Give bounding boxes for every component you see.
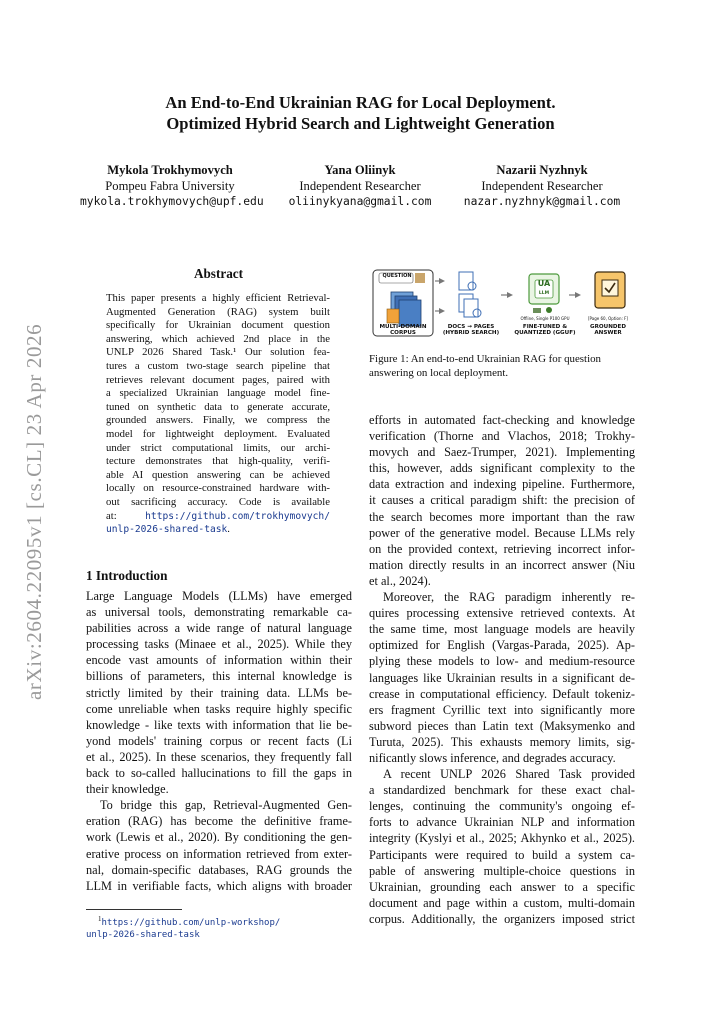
- abstract-line: a specialized Ukrainian language model fine-: [106, 387, 330, 400]
- abstract-line: out sacrificing accuracy. Code is available: [106, 495, 330, 508]
- author-1: [80, 162, 264, 210]
- body-line: the same time, most language models are heavily: [369, 622, 635, 637]
- gpu-icon: [533, 308, 541, 313]
- page-icon: [459, 272, 473, 290]
- author-2: [280, 162, 440, 210]
- figure-caption: Figure 1: An end-to-end Ukrainian RAG for question answering on local deployment.: [369, 353, 601, 379]
- body-line: knowledge - like texts with information that lie be-: [86, 717, 352, 732]
- body-line: languages like Ukrainian results in a significant de-: [369, 670, 635, 685]
- body-line: optimized for English (Vargas-Parada, 2025). Ap-: [369, 638, 635, 653]
- llm-label-line: FINE-TUNED &: [522, 324, 568, 330]
- body-line: Turuta, 2025). This exhausts memory limits, sig-: [369, 734, 635, 749]
- body-line: Moreover, the RAG paradigm inherently re-: [383, 590, 635, 605]
- author-affiliation: Pompeu Fabra University: [105, 179, 235, 193]
- section-heading: 1 Introduction: [86, 568, 168, 583]
- abstract-heading: Abstract: [193, 266, 244, 281]
- abstract-line: UNLP 2026 Shared Task.¹ Our solution fea-: [106, 346, 330, 359]
- title-line-1: An End-to-End Ukrainian RAG for Local Deployment.: [165, 93, 556, 112]
- abstract-line: tures a custom two-stage search pipeline that: [106, 359, 330, 372]
- body-line: come unreliable when tasks require highly specific: [86, 701, 352, 716]
- body-line: back to so-called hallucinations to fill the gaps in: [86, 766, 352, 781]
- body-line: crease in computational efficiency. Default tokeniz-: [369, 686, 635, 701]
- abstract-line: retrieves relevant document pages, paired with: [106, 373, 330, 386]
- author-email[interactable]: oliinykyana@gmail.com: [288, 195, 432, 208]
- body-line: To bridge this gap, Retrieval-Augmented Gen-: [100, 798, 352, 813]
- body-line: nal, domain-specific databases, RAG grounds the: [86, 862, 352, 877]
- body-line: power of the generative model. Because LLMs rely: [369, 525, 635, 540]
- body-line: as universal tools, demonstrating remarkable ca-: [86, 605, 352, 620]
- llm-badge: UA: [537, 279, 551, 288]
- abstract-line: answering, which achieved 2nd place in the: [106, 332, 330, 345]
- abstract-body: [106, 292, 330, 537]
- body-line: document and page within a custom, multi-domain: [369, 895, 635, 910]
- footnote-line-1: [86, 914, 280, 929]
- llm-label-line: QUANTIZED (GGUF): [514, 330, 576, 337]
- author-email[interactable]: nazar.nyzhnyk@gmail.com: [463, 195, 621, 208]
- corpus-label-line: CORPUS: [390, 330, 416, 337]
- author-name: Nazarii Nyzhnyk: [496, 163, 588, 177]
- abstract-line: able AI question answering can be achieved: [106, 468, 330, 481]
- question-label: QUESTION: [382, 273, 412, 279]
- body-line: mation directly results in an incorrect answer (Niu: [369, 557, 635, 572]
- checkbox-icon: [602, 280, 618, 296]
- body-line: A recent UNLP 2026 Shared Task provided: [383, 767, 635, 782]
- page-icon: [464, 299, 478, 317]
- body-line: erative process on information retrieved from exter-: [86, 846, 352, 861]
- body-line: strictly limited by their training data. LLMs be-: [86, 685, 352, 700]
- body-line: yond models' training corpus or recent facts (Li: [86, 733, 352, 748]
- body-line: Ukrainian, grounding each answer to a specific: [369, 879, 635, 894]
- body-line: pable of answering multiple-choice questions in: [369, 863, 635, 878]
- body-line: Participants were required to build a system ca-: [369, 847, 635, 862]
- body-line: the search becomes more important than the raw: [369, 509, 635, 524]
- body-line: plying these models to low- and medium-resource: [369, 654, 635, 669]
- folder-icon: [387, 309, 399, 323]
- body-line: Large Language Models (LLMs) have emerged: [86, 589, 352, 603]
- abstract-line: model for lightweight deployment. Evaluated: [106, 427, 330, 440]
- body-line: data extraction and indexing pipeline. Furthermore,: [369, 477, 635, 492]
- footnote: [86, 914, 280, 941]
- question-icon: [415, 273, 425, 283]
- arrow-icon: [575, 292, 581, 298]
- arxiv-identifier: arXiv:2604.22095v1 [cs.CL] 23 Apr 2026: [22, 323, 46, 700]
- corpus-label: [373, 324, 433, 337]
- footnote-link[interactable]: https://github.com/unlp-workshop/: [101, 918, 281, 929]
- abstract-code-line-2: unlp-2026-shared-task.: [106, 523, 230, 536]
- author-affiliation: Independent Researcher: [299, 179, 421, 193]
- author-name: Yana Oliinyk: [324, 163, 396, 177]
- llm-sub: LLM: [538, 291, 550, 296]
- gear-icon: [546, 307, 552, 313]
- docs-label: [441, 324, 501, 337]
- answer-label: [581, 324, 635, 337]
- footnote-link-cont[interactable]: unlp-2026-shared-task: [86, 930, 200, 941]
- body-line: it causes a critical paradigm shift: the precision of: [369, 493, 635, 508]
- gpu-note: Offline, Single P100 GPU: [520, 316, 570, 321]
- code-link-cont[interactable]: unlp-2026-shared-task: [106, 524, 228, 536]
- body-line: et al., 2024).: [369, 573, 431, 588]
- body-line: LLM in verifiable facts, which aligns with broader: [86, 878, 352, 893]
- footnote-mark: 1: [98, 915, 102, 923]
- body-line: pabilities across a wide range of natural language: [86, 621, 352, 636]
- figure-1: [369, 264, 635, 344]
- body-line: efforts in automated fact-checking and knowledge: [369, 413, 635, 427]
- docs-label-line: DOCS → PAGES: [447, 324, 495, 330]
- body-line: quires processing extensive retrieved contexts. At: [369, 606, 635, 621]
- body-line: lenges, continuing the community's ongoing ef-: [369, 799, 635, 814]
- intro-column-1: [86, 588, 352, 894]
- llm-label: [509, 324, 581, 337]
- answer-label-line: GROUNDED: [590, 324, 626, 330]
- body-line: work (Lewis et al., 2020). By conditioning the gen-: [86, 830, 352, 845]
- answer-note: [Page 60, Option: F]: [588, 316, 628, 321]
- author-3: [452, 162, 632, 210]
- answer-label-line: ANSWER: [594, 330, 622, 337]
- corpus-label-line: MULTI-DOMAIN: [379, 324, 427, 330]
- body-line: nificantly slows inference, and degrades accuracy.: [369, 750, 616, 765]
- author-email[interactable]: mykola.trokhymovych@upf.edu: [80, 195, 264, 208]
- author-name: Mykola Trokhymovych: [107, 163, 233, 177]
- body-line: forts to advance Ukrainian NLP and information: [369, 815, 635, 830]
- body-line: processing tasks (Minaee et al., 2025). While they: [86, 637, 352, 652]
- abstract-line: Augmented Generation (RAG) system built: [106, 305, 330, 318]
- body-line: verification (Thorne and Vlachos, 2018; Trokhy-: [369, 429, 635, 444]
- title-line-2: Optimized Hybrid Search and Lightweight Generation: [166, 114, 555, 133]
- arrow-icon: [507, 292, 513, 298]
- footnote-rule: [86, 909, 182, 910]
- arrow-icon: [439, 278, 445, 284]
- footnote-line-2: [86, 929, 280, 941]
- code-link[interactable]: https://github.com/trokhymovych/: [145, 510, 330, 522]
- doc-icon: [399, 300, 421, 326]
- body-line: this, however, adds significant complexity to the: [369, 461, 635, 476]
- body-line: on the provided context, retrieving incorrect infor-: [369, 541, 635, 556]
- body-line: corpus. Additionally, the organizers imposed strict: [369, 911, 635, 926]
- body-line: eration (RAG) has become the definitive frame-: [86, 814, 352, 829]
- body-line: et al., 2025). In these scenarios, they frequently fall: [86, 749, 352, 764]
- body-line: their knowledge.: [86, 782, 169, 797]
- body-line: movych and Saez-Trumper, 2021). Implementing: [369, 445, 635, 460]
- abstract-line: locally on resource-constrained hardware with-: [106, 482, 330, 495]
- abstract-line: specifically for Ukrainian document question: [106, 319, 330, 332]
- intro-column-2: [369, 412, 635, 927]
- docs-label-line: (HYBRID SEARCH): [442, 330, 500, 337]
- abstract-code-prefix: at:: [106, 509, 117, 522]
- body-line: ers fragment Cyrillic text into significantly more: [369, 702, 635, 717]
- author-affiliation: Independent Researcher: [481, 179, 603, 193]
- abstract-line: under strict computational limits, our archi-: [106, 441, 330, 454]
- body-line: integrity (Kyslyi et al., 2025; Akhynko et al., 2025).: [369, 831, 635, 846]
- paper-title: [90, 92, 631, 134]
- body-line: subword pieces than Latin text (Maksymenko and: [369, 718, 635, 733]
- body-line: billions of parameters, this internal knowledge is: [86, 669, 352, 684]
- body-line: encode vast amounts of information within their: [86, 653, 352, 668]
- abstract-line: This paper presents a highly efficient Retrieval-: [106, 292, 330, 304]
- abstract-line: grounded answers. Finally, we compress the: [106, 414, 330, 427]
- abstract-line: tecture demonstrates that high-quality, verifi-: [106, 455, 330, 468]
- abstract-code-line: [106, 510, 330, 524]
- body-line: a standardized benchmark for these exact chal-: [369, 783, 635, 798]
- arrow-icon: [439, 308, 445, 314]
- abstract-line: tuned on synthetic data to generate accurate,: [106, 400, 330, 413]
